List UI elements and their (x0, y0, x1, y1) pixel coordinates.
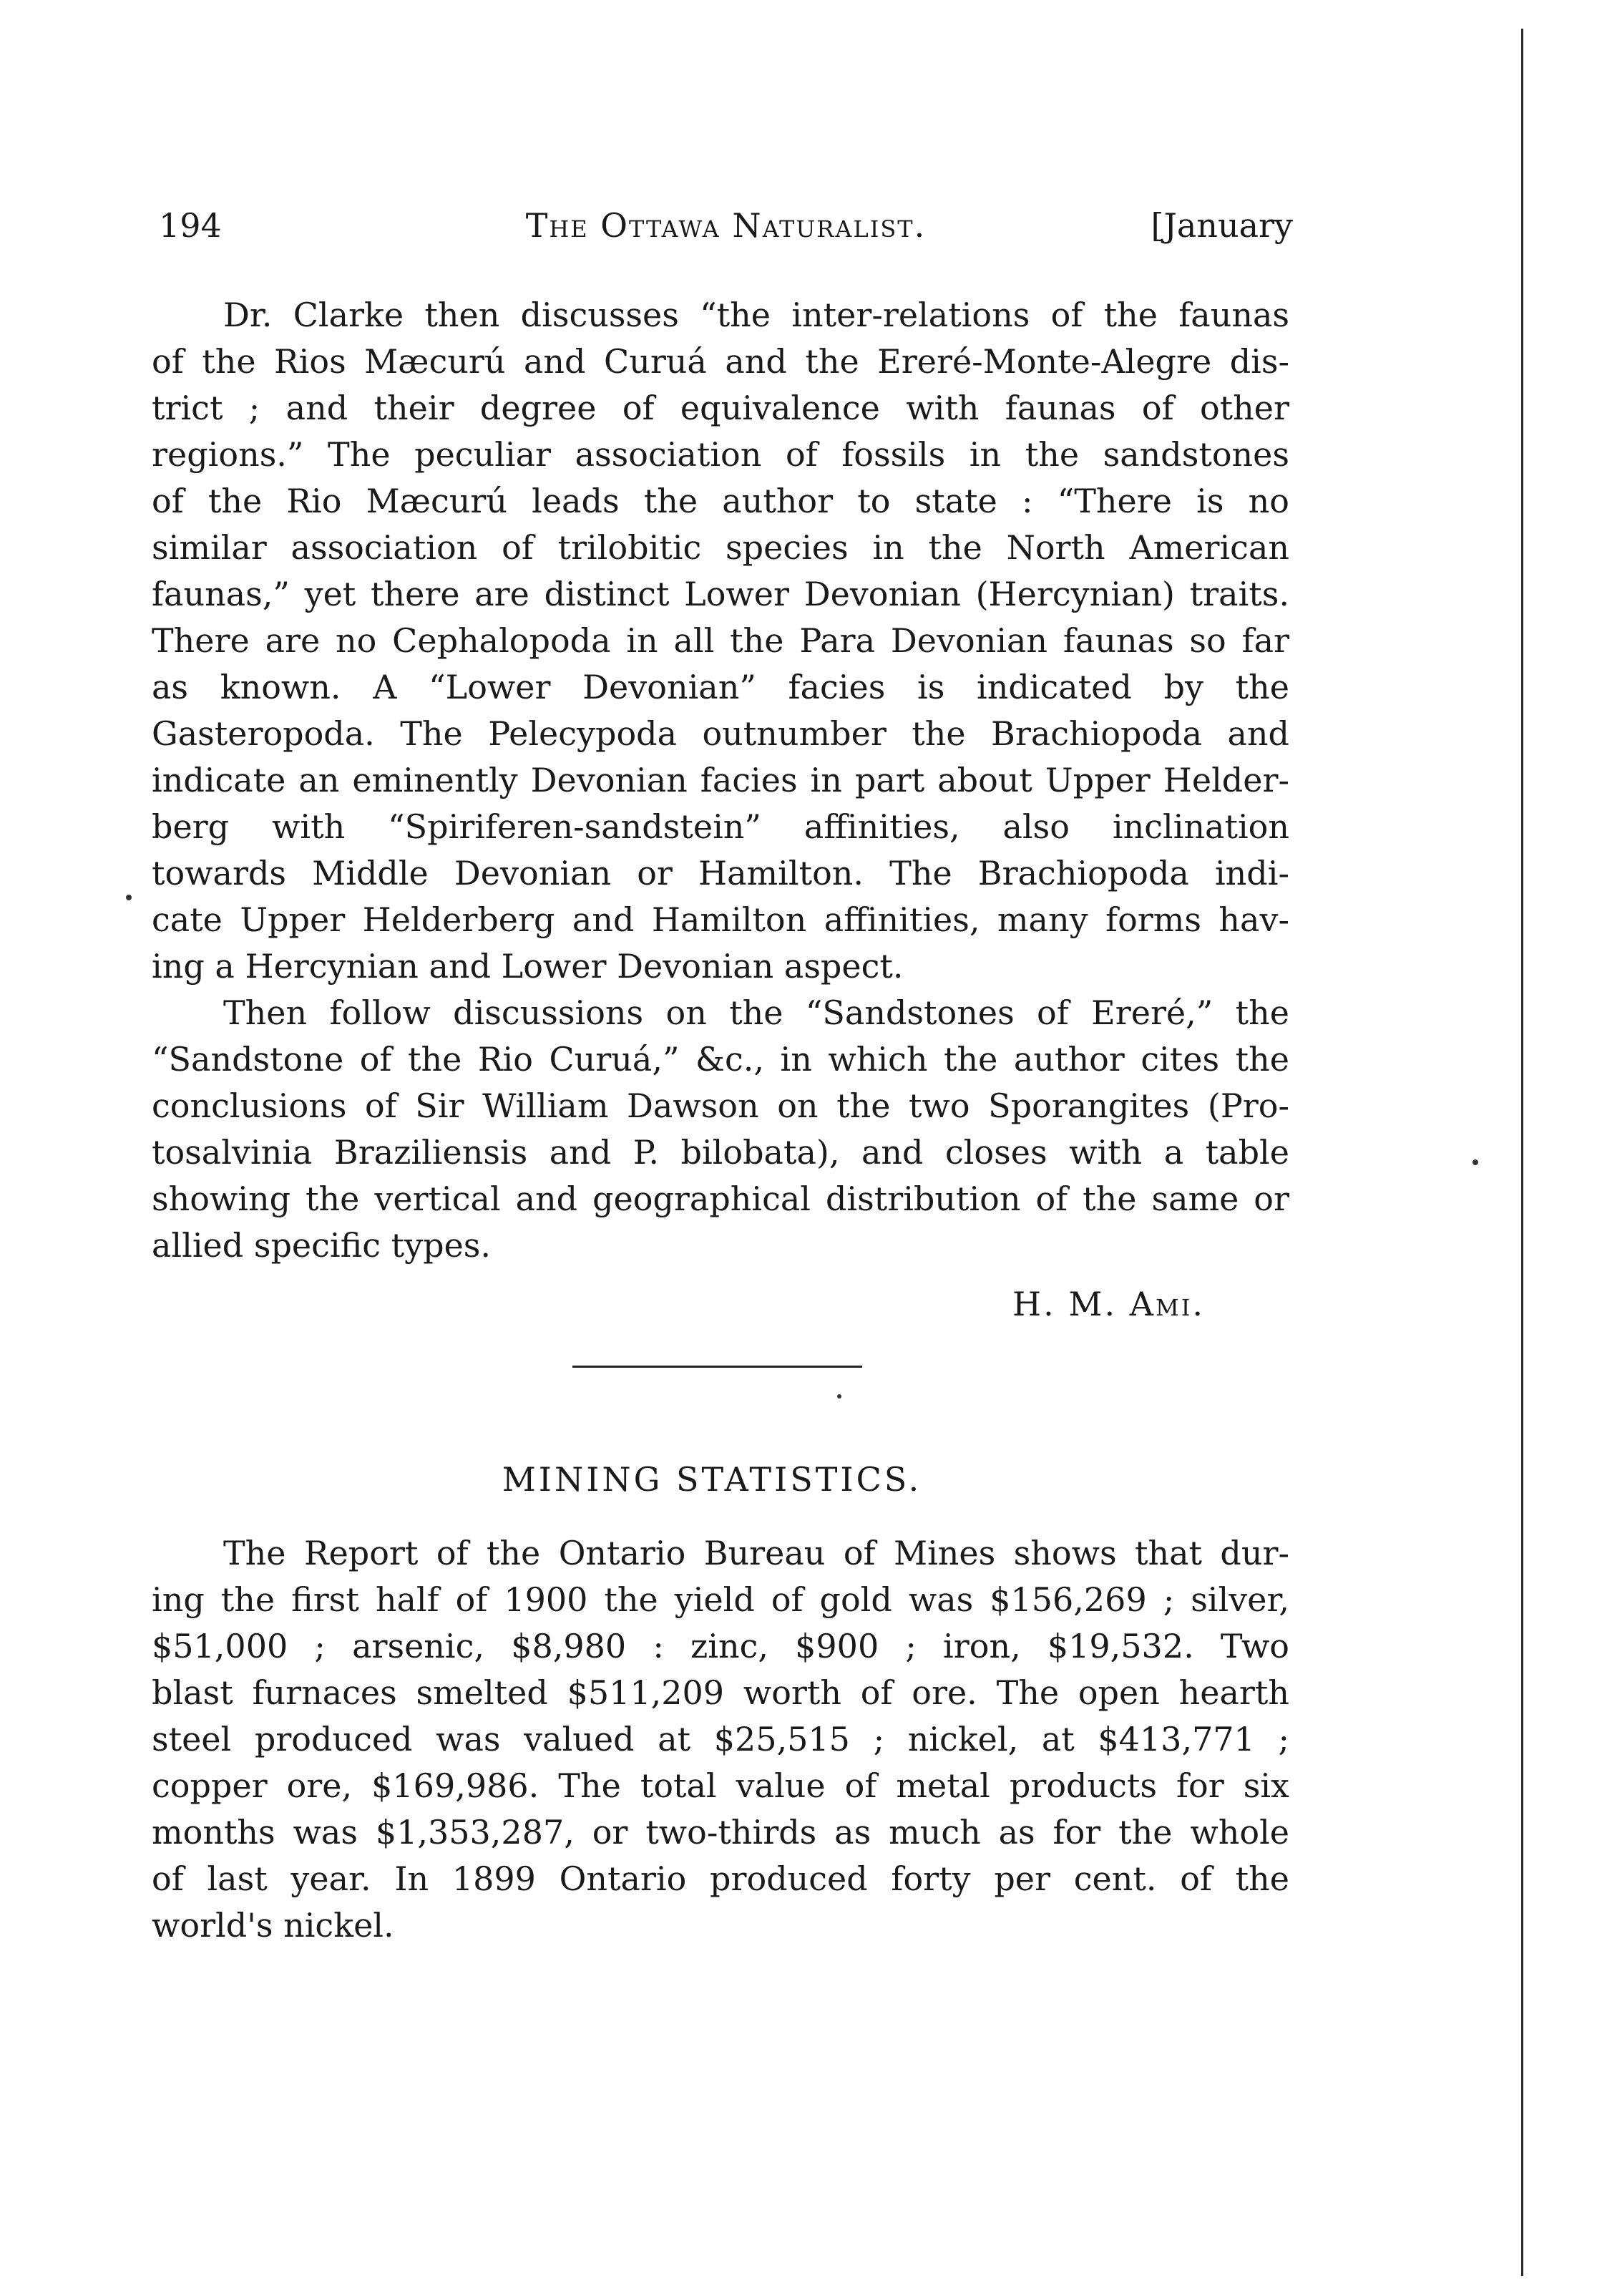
text-line: copper ore, $169,986. The total value of metal products for six (152, 1766, 1289, 1805)
author-signature (1012, 1285, 1205, 1323)
text-line: indicate an eminently Devonian facies in part about Upper Helder- (152, 761, 1289, 799)
text-line: trict ; and their degree of equivalence with faunas of other (152, 389, 1289, 427)
text-line: ing the first half of 1900 the yield of gold was $156,269 ; silver, (152, 1580, 1289, 1619)
text-line: berg with “Spiriferen-sandstein” affinities, also inclination (152, 807, 1289, 846)
text-line: Gasteropoda. The Pelecypoda outnumber the Brachiopoda and (152, 714, 1289, 753)
text-line: of the Rios Mæcurú and Curuá and the Ereré-Monte-Alegre dis- (152, 342, 1289, 381)
text-line: conclusions of Sir William Dawson on the two Sporangites (Pro- (152, 1086, 1289, 1125)
page-header (159, 206, 1293, 263)
text-line: showing the vertical and geographical distribution of the same or (152, 1179, 1289, 1218)
scan-speck (1472, 1159, 1478, 1165)
text-line: similar association of trilobitic species in the North American (152, 528, 1289, 567)
text-line: $51,000 ; arsenic, $8,980 : zinc, $900 ; iron, $19,532. Two (152, 1627, 1289, 1665)
text-line: faunas,” yet there are distinct Lower Devonian (Hercynian) traits. (152, 575, 1289, 613)
text-line: Then follow discussions on the “Sandstones of Ereré,” the (223, 993, 1289, 1032)
text-line: The Report of the Ontario Bureau of Mines shows that dur- (223, 1534, 1289, 1572)
scan-page-edge (1521, 29, 1523, 2276)
section-divider (572, 1366, 862, 1368)
text-line: There are no Cephalopoda in all the Para Devonian faunas so far (152, 621, 1289, 660)
review-text (152, 292, 1289, 1269)
text-line: world's nickel. (152, 1906, 394, 1945)
text-line: blast furnaces smelted $511,209 worth of ore. The open hearth (152, 1673, 1289, 1712)
scan-speck (837, 1394, 841, 1398)
section-title: MINING STATISTICS. (502, 1460, 922, 1499)
signature-initials: H. M. (1012, 1285, 1118, 1323)
text-line: regions.” The peculiar association of fossils in the sandstones (152, 435, 1289, 474)
mining-text (152, 1530, 1289, 1949)
issue-month: [January (1151, 206, 1293, 245)
text-line: steel produced was valued at $25,515 ; nickel, at $413,771 ; (152, 1720, 1289, 1759)
text-line: of the Rio Mæcurú leads the author to state : “There is no (152, 482, 1289, 520)
text-line: “Sandstone of the Rio Curuá,” &c., in which the author cites the (152, 1040, 1289, 1079)
text-line: ing a Hercynian and Lower Devonian aspect. (152, 947, 904, 986)
signature-surname: Ami. (1129, 1285, 1205, 1323)
text-line: months was $1,353,287, or two-thirds as much as for the whole (152, 1813, 1289, 1852)
journal-title: The Ottawa Naturalist. (525, 206, 927, 245)
text-line: Dr. Clarke then discusses “the inter-relations of the faunas (223, 296, 1289, 334)
text-line: of last year. In 1899 Ontario produced forty per cent. of the (152, 1859, 1289, 1898)
text-line: tosalvinia Braziliensis and P. bilobata), and closes with a table (152, 1133, 1289, 1172)
text-line: as known. A “Lower Devonian” facies is indicated by the (152, 668, 1289, 706)
page-number: 194 (159, 206, 222, 245)
text-line: allied specific types. (152, 1226, 492, 1265)
text-line: towards Middle Devonian or Hamilton. The Brachiopoda indi- (152, 854, 1289, 892)
text-line: cate Upper Helderberg and Hamilton affinities, many forms hav- (152, 900, 1289, 939)
scan-speck (126, 895, 132, 900)
